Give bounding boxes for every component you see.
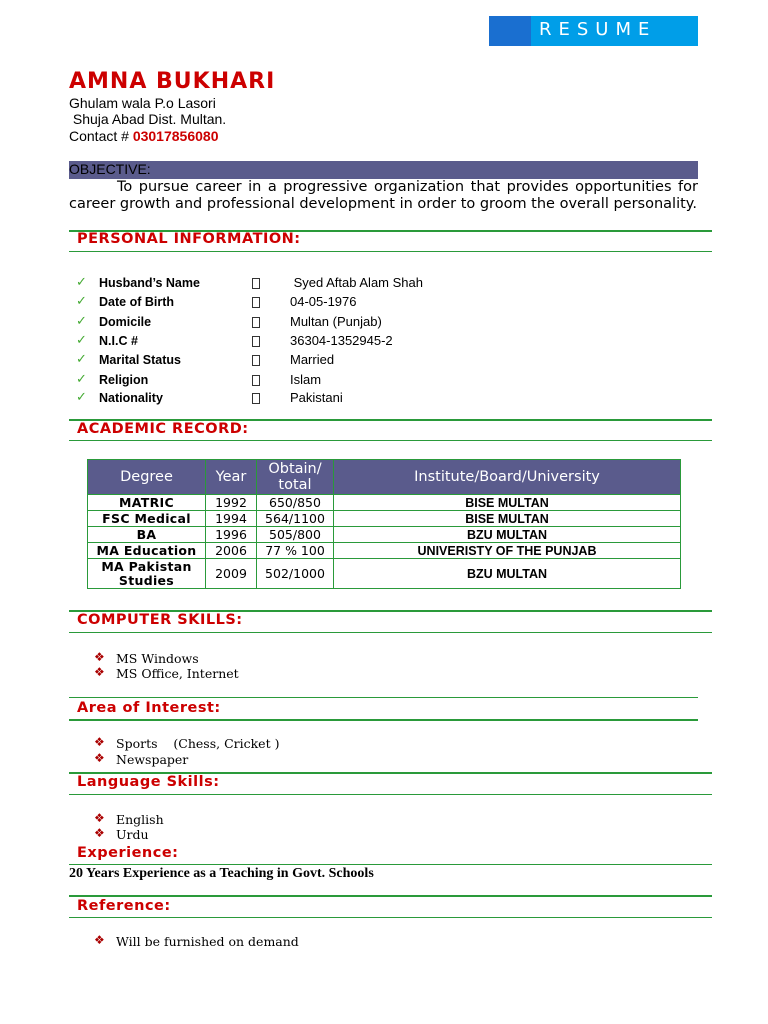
cell-obtain: 77 % 100 — [257, 543, 334, 559]
cell-year: 1994 — [206, 511, 257, 527]
personal-info-row — [0, 372, 768, 391]
diamond-bullet-icon: ❖ — [94, 650, 105, 664]
list-item — [0, 665, 768, 681]
list-item-text: Urdu — [116, 827, 149, 842]
header-institute: Institute/Board/University — [334, 460, 681, 495]
cell-obtain: 650/850 — [257, 495, 334, 511]
diamond-bullet-icon: ❖ — [94, 735, 105, 749]
personal-info-value: Islam — [290, 372, 322, 387]
list-item — [0, 650, 768, 666]
box-icon — [252, 393, 260, 404]
personal-title: PERSONAL INFORMATION: — [77, 231, 301, 247]
diamond-bullet-icon: ❖ — [94, 751, 105, 765]
personal-info-value: Pakistani — [290, 390, 343, 405]
cell-degree: MA Pakistan Studies — [88, 559, 206, 589]
cell-obtain: 505/800 — [257, 527, 334, 543]
box-icon — [252, 355, 260, 366]
list-item-text: MS Office, Internet — [116, 666, 239, 681]
experience-text: 20 Years Experience as a Teaching in Govt. Schools — [69, 866, 374, 881]
table-row — [88, 527, 681, 543]
academic-table — [87, 459, 681, 589]
contact-number: 03017856080 — [132, 128, 219, 144]
personal-info-row — [0, 275, 768, 294]
interest-title: Area of Interest: — [77, 700, 221, 716]
cell-year: 2006 — [206, 543, 257, 559]
cell-year: 2009 — [206, 559, 257, 589]
check-icon: ✓ — [76, 352, 87, 367]
section-divider — [69, 719, 698, 721]
list-item-text: MS Windows — [116, 651, 199, 666]
table-row — [88, 511, 681, 527]
box-icon — [252, 375, 260, 386]
cell-degree: BA — [88, 527, 206, 543]
check-icon: ✓ — [76, 372, 87, 387]
personal-info-label: Marital Status — [99, 353, 181, 367]
header-degree: Degree — [88, 460, 206, 495]
section-divider — [69, 632, 712, 633]
section-divider — [69, 440, 712, 441]
address-line-2: Shuja Abad Dist. Multan. — [69, 111, 227, 127]
contact-line — [69, 128, 218, 144]
check-icon: ✓ — [76, 294, 87, 309]
table-row — [88, 559, 681, 589]
banner-accent — [489, 16, 531, 46]
box-icon — [252, 336, 260, 347]
diamond-bullet-icon: ❖ — [94, 826, 105, 840]
diamond-bullet-icon: ❖ — [94, 933, 105, 947]
cell-obtain: 564/1100 — [257, 511, 334, 527]
language-title: Language Skills: — [77, 774, 220, 790]
table-header-row — [88, 460, 681, 495]
section-divider — [69, 895, 712, 897]
personal-info-label: Religion — [99, 373, 149, 387]
header-year: Year — [206, 460, 257, 495]
section-divider — [69, 917, 712, 918]
cell-institute: BZU MULTAN — [334, 559, 681, 589]
address-line-1: Ghulam wala P.o Lasori — [69, 95, 216, 111]
cell-degree: FSC Medical — [88, 511, 206, 527]
personal-info-row — [0, 352, 768, 371]
cell-institute: BZU MULTAN — [334, 527, 681, 543]
check-icon: ✓ — [76, 314, 87, 329]
list-item-text: Will be furnished on demand — [116, 934, 299, 949]
list-item — [0, 735, 768, 751]
reference-title: Reference: — [77, 898, 171, 914]
objective-bar — [69, 161, 698, 179]
candidate-name: AMNA BUKHARI — [69, 69, 276, 94]
list-item — [0, 751, 768, 767]
resume-banner — [489, 16, 698, 46]
personal-info-value: 04-05-1976 — [290, 294, 357, 309]
personal-info-row — [0, 333, 768, 352]
list-item-text: Sports (Chess, Cricket ) — [116, 736, 280, 751]
personal-info-row — [0, 314, 768, 333]
section-divider — [69, 251, 712, 252]
personal-info-label: N.I.C # — [99, 334, 138, 348]
cell-year: 1996 — [206, 527, 257, 543]
table-row — [88, 495, 681, 511]
check-icon: ✓ — [76, 390, 87, 405]
diamond-bullet-icon: ❖ — [94, 811, 105, 825]
cell-year: 1992 — [206, 495, 257, 511]
list-item — [0, 826, 768, 842]
cell-degree: MATRIC — [88, 495, 206, 511]
personal-info-label: Domicile — [99, 315, 152, 329]
personal-info-label: Date of Birth — [99, 295, 174, 309]
box-icon — [252, 317, 260, 328]
cell-degree: MA Education — [88, 543, 206, 559]
check-icon: ✓ — [76, 275, 87, 290]
personal-info-value: 36304-1352945-2 — [290, 333, 393, 348]
section-divider — [69, 794, 712, 795]
box-icon — [252, 278, 260, 289]
list-item — [0, 811, 768, 827]
personal-info-label: Husband’s Name — [99, 276, 200, 290]
section-divider — [69, 864, 712, 865]
personal-info-row — [0, 390, 768, 409]
cell-institute: BISE MULTAN — [334, 495, 681, 511]
academic-title: ACADEMIC RECORD: — [77, 421, 249, 437]
personal-info-row — [0, 294, 768, 313]
contact-label: Contact # — [69, 128, 133, 144]
computer-title: COMPUTER SKILLS: — [77, 612, 243, 628]
list-item — [0, 933, 768, 949]
cell-obtain: 502/1000 — [257, 559, 334, 589]
list-item-text: English — [116, 812, 164, 827]
diamond-bullet-icon: ❖ — [94, 665, 105, 679]
banner-label: RESUME — [539, 19, 657, 40]
cell-institute: BISE MULTAN — [334, 511, 681, 527]
personal-info-value: Multan (Punjab) — [290, 314, 382, 329]
list-item-text: Newspaper — [116, 752, 189, 767]
personal-info-value: Syed Aftab Alam Shah — [290, 275, 423, 290]
header-obtain: Obtain/ total — [257, 460, 334, 495]
personal-info-value: Married — [290, 352, 335, 367]
section-divider — [69, 697, 698, 698]
box-icon — [252, 297, 260, 308]
check-icon: ✓ — [76, 333, 87, 348]
experience-title: Experience: — [77, 845, 179, 861]
cell-institute: UNIVERISTY OF THE PUNJAB — [334, 543, 681, 559]
objective-title: OBJECTIVE: — [69, 161, 151, 177]
personal-info-label: Nationality — [99, 391, 163, 405]
table-row — [88, 543, 681, 559]
objective-text: To pursue career in a progressive organization that provides opportunities for career growth and professional development in order to groom the overall personality. — [69, 179, 698, 212]
